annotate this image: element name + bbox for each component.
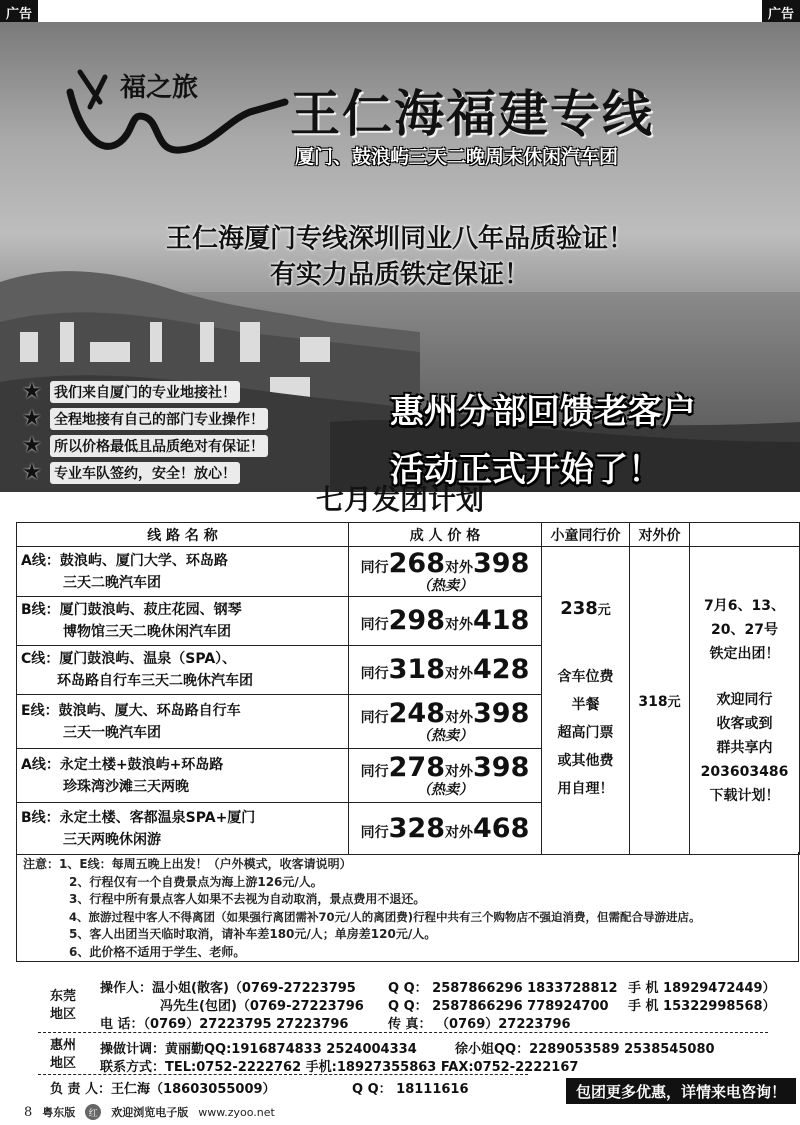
ad-label-right: 广告 bbox=[762, 0, 800, 22]
hz-operator: 操做计调：黄丽勤QQ:1916874833 2524004334 bbox=[100, 1042, 417, 1057]
price-cell: 同行318对外428 bbox=[349, 646, 542, 695]
header-adult-price: 成 人 价 格 bbox=[349, 523, 542, 547]
slogan-quality: 王仁海厦门专线深圳同业八年品质验证！ bbox=[165, 224, 634, 254]
page-footer bbox=[24, 1104, 275, 1120]
external-price-cell: 318元 bbox=[630, 547, 690, 855]
divider bbox=[38, 1074, 528, 1075]
hz-contact: 联系方式：TEL:0752-2222762 手机:18927355863 FAX:0752-2222167 bbox=[100, 1060, 579, 1075]
contact-fax: 传 真： （0769）27223796 bbox=[388, 1017, 571, 1032]
star-icon: ★ bbox=[22, 379, 42, 404]
route-cell: B线：厦门鼓浪屿、菽庄花园、钢琴 博物馆三天二晚休闲汽车团 bbox=[17, 597, 349, 646]
footer-text: 欢迎浏览电子版 bbox=[111, 1106, 189, 1119]
price-cell: 同行298对外418 bbox=[349, 597, 542, 646]
price-cell: 同行328对外468 bbox=[349, 803, 542, 855]
edition-badge-icon: 红 bbox=[85, 1104, 101, 1120]
feature-text: 全程地接有自己的部门专业操作！ bbox=[50, 408, 268, 430]
table-row bbox=[17, 547, 800, 597]
page-number: 8 bbox=[24, 1104, 33, 1120]
feature-item bbox=[22, 378, 268, 405]
header-child-price: 小童同行价 bbox=[542, 523, 630, 547]
star-icon: ★ bbox=[22, 460, 42, 485]
contact-qq-op2: Q Q： 2587866296 778924700 bbox=[388, 999, 609, 1014]
route-cell: C线：厦门鼓浪屿、温泉（SPA）、 环岛路自行车三天二晚休汽车团 bbox=[17, 646, 349, 695]
star-icon: ★ bbox=[22, 433, 42, 458]
feature-text: 专业车队签约，安全！放心！ bbox=[50, 462, 240, 484]
header-route: 线 路 名 称 bbox=[17, 523, 349, 547]
promo-headline: 惠州分部回馈老客户 bbox=[390, 392, 696, 432]
manager-qq: Q Q： 18111616 bbox=[352, 1082, 469, 1097]
hero-banner bbox=[0, 22, 800, 492]
page-subtitle: 厦门、鼓浪屿三天二晚周末休闲汽车团 bbox=[295, 146, 619, 168]
page-title: 王仁海福建专线 bbox=[290, 85, 654, 143]
note-item: 4、旅游过程中客人不得离团（如果强行离团需补70元/人的离团费)行程中共有三个购物店不强迫消费，但需配合导游进店。 bbox=[69, 909, 701, 924]
route-cell: B线：永定土楼、客都温泉SPA+厦门 三天两晚休闲游 bbox=[17, 803, 349, 855]
edition-label: 粤东版 bbox=[42, 1106, 76, 1119]
contact-qq-op1: Q Q： 2587866296 1833728812 bbox=[388, 981, 618, 996]
brand-logo-text: 福之旅 bbox=[120, 73, 199, 103]
group-discount-banner: 包团更多优惠，详情来电咨询！ bbox=[566, 1078, 796, 1104]
region-dongguan: 东莞 地区 bbox=[50, 989, 77, 1022]
feature-item bbox=[22, 405, 268, 432]
star-icon: ★ bbox=[22, 406, 42, 431]
contact-mobile-op2: 手 机 15322998568） bbox=[628, 999, 776, 1014]
route-cell: E线：鼓浪屿、厦大、环岛路自行车 三天一晚汽车团 bbox=[17, 695, 349, 749]
hz-operator-2: 徐小姐QQ：2289053589 2538545080 bbox=[455, 1042, 715, 1057]
note-item: 注意：1、E线：每周五晚上出发！（户外模式，收客请说明） bbox=[23, 857, 352, 871]
note-item: 2、行程仅有一个自费景点为海上游126元/人。 bbox=[69, 874, 323, 889]
route-cell: A线：鼓浪屿、厦门大学、环岛路 三天二晚汽车团 bbox=[17, 547, 349, 597]
region-huizhou: 惠州 地区 bbox=[50, 1038, 77, 1071]
feature-item bbox=[22, 432, 268, 459]
child-price-cell: 238元 含车位费 半餐 超高门票 或其他费 用自理！ bbox=[542, 547, 630, 855]
contact-mobile-op1: 手 机 18929472449） bbox=[628, 981, 776, 996]
tour-plan-table bbox=[16, 522, 800, 855]
footer-url[interactable]: www.zyoo.net bbox=[198, 1105, 275, 1119]
manager: 负 责 人：王仁海（18603055009） bbox=[50, 1082, 276, 1097]
feature-text: 所以价格最低且品质绝对有保证！ bbox=[50, 435, 268, 457]
price-cell: 同行248对外398 （热卖） bbox=[349, 695, 542, 749]
route-cell: A线：永定土楼+鼓浪屿+环岛路 珍珠湾沙滩三天两晚 bbox=[17, 749, 349, 803]
price-cell: 同行268对外398 （热卖） bbox=[349, 547, 542, 597]
price-cell: 同行278对外398 （热卖） bbox=[349, 749, 542, 803]
slogan-guarantee: 有实力品质铁定保证！ bbox=[269, 260, 530, 290]
table-header-row bbox=[17, 523, 800, 547]
header-blank bbox=[690, 523, 800, 547]
promo-subheadline: 活动正式开始了！ bbox=[390, 450, 662, 490]
feature-text: 我们来自厦门的专业地接社！ bbox=[50, 381, 240, 403]
feature-list bbox=[22, 378, 268, 486]
contact-row-op1: 操作人：温小姐(散客)（0769-27223795 bbox=[100, 981, 356, 996]
note-item: 3、行程中所有景点客人如果不去视为自动取消，景点费用不退还。 bbox=[69, 892, 426, 906]
note-item: 6、此价格不适用于学生、老师。 bbox=[69, 944, 246, 959]
header-external-price: 对外价 bbox=[630, 523, 690, 547]
contact-phone: 电 话：（0769）27223795 27223796 bbox=[100, 1017, 349, 1032]
plan-title: 七月发团计划 bbox=[315, 483, 484, 516]
contact-row-op2: 冯先生(包团)（0769-27223796 bbox=[160, 999, 364, 1014]
departure-dates-cell: 7月6、13、 20、27号 铁定出团！ 欢迎同行 收客或到 群共享内 203603486 下载计划！ bbox=[690, 547, 800, 855]
notes-section bbox=[16, 852, 799, 962]
note-item: 5、客人出团当天临时取消，请补车差180元/人；单房差120元/人。 bbox=[69, 927, 437, 941]
ad-label-left: 广告 bbox=[0, 0, 38, 22]
divider bbox=[38, 1032, 768, 1033]
